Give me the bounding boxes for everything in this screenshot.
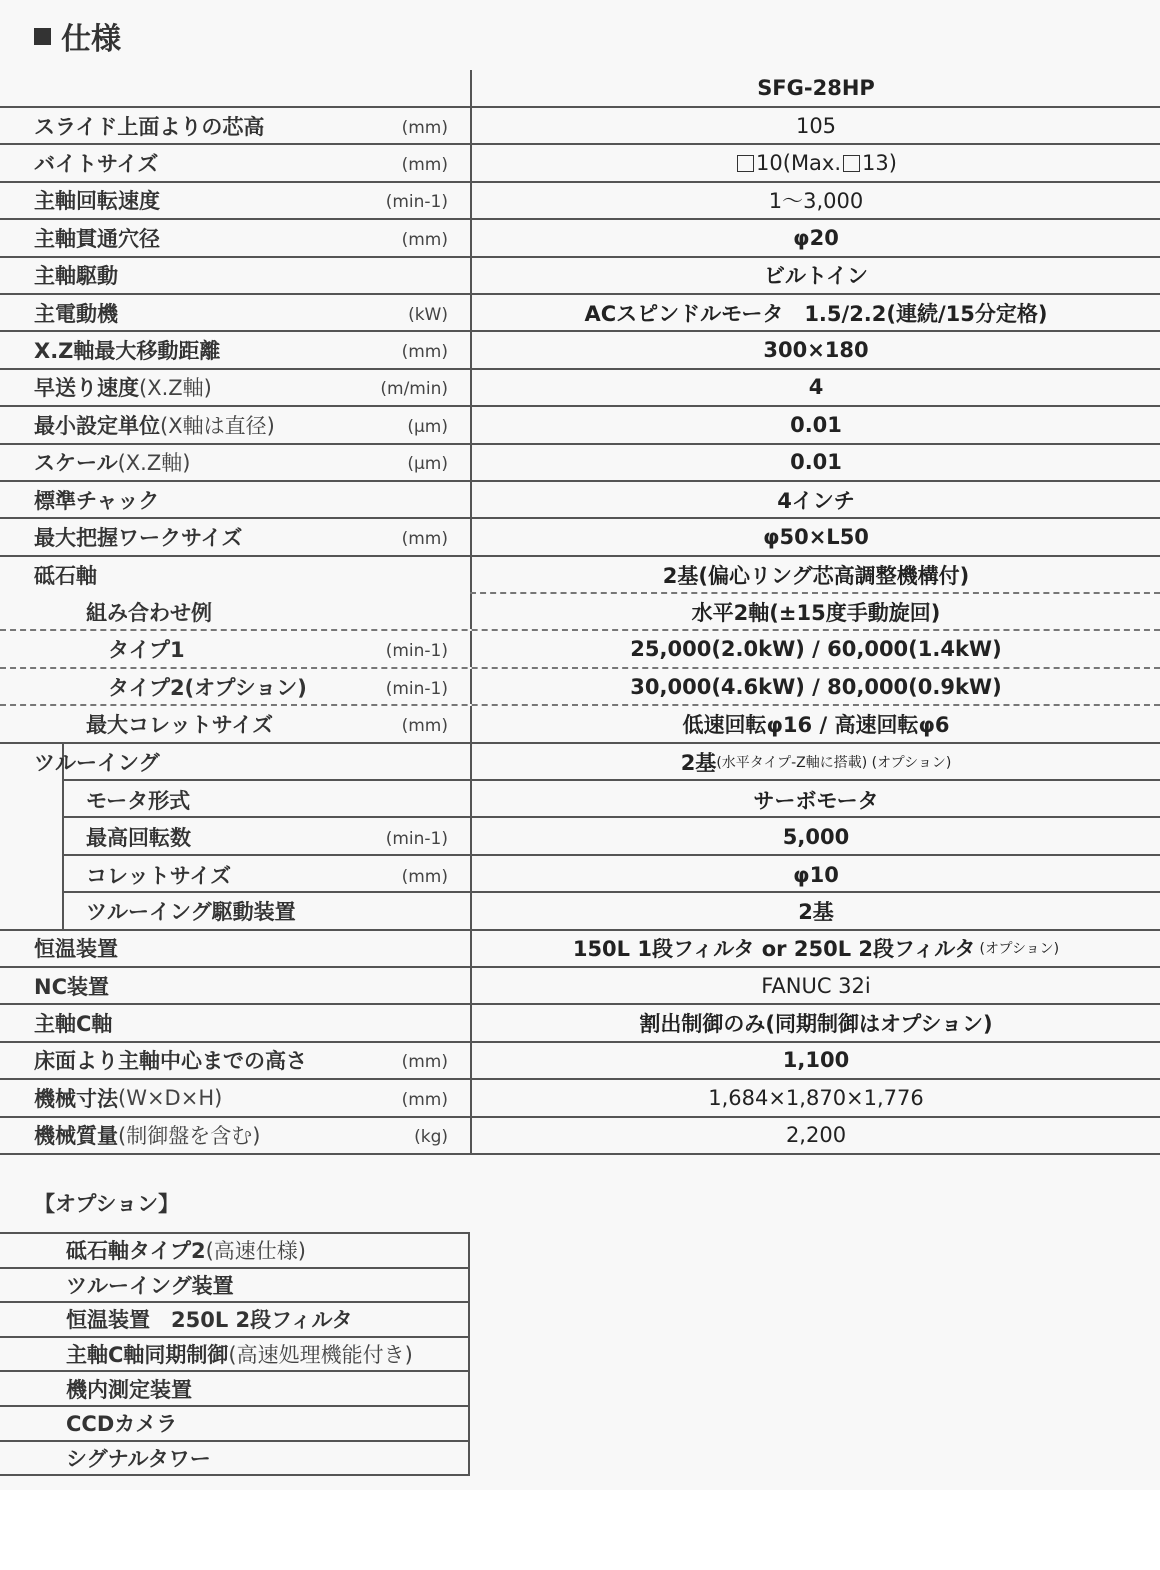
spec-value: ACスピンドルモータ 1.5/2.2(連続/15分定格) bbox=[470, 295, 1160, 330]
spec-value-part: 13) bbox=[862, 151, 897, 176]
spec-label: 最高回転数 bbox=[86, 826, 191, 851]
spec-unit: (mm) bbox=[401, 229, 448, 250]
table-row bbox=[0, 781, 1160, 818]
spec-label: 主軸駆動 bbox=[34, 264, 118, 289]
option-item bbox=[0, 1372, 468, 1407]
spec-label: X.Z軸最大移動距離 bbox=[34, 339, 221, 364]
spec-value: φ50×L50 bbox=[470, 519, 1160, 554]
spec-label-main: 最小設定単位 bbox=[34, 413, 160, 438]
spec-value: FANUC 32i bbox=[470, 968, 1160, 1003]
spec-value: 割出制御のみ(同期制御はオプション) bbox=[470, 1005, 1160, 1040]
spec-label-paren: (W×D×H) bbox=[118, 1085, 223, 1110]
table-row bbox=[0, 482, 1160, 519]
table-row bbox=[0, 220, 1160, 257]
spec-value: ビルトイン bbox=[470, 258, 1160, 293]
spec-label: モータ形式 bbox=[86, 788, 191, 813]
option-item bbox=[0, 1234, 468, 1269]
table-row bbox=[0, 968, 1160, 1005]
spec-label: 砥石軸 bbox=[34, 564, 97, 589]
spec-value: 低速回転φ16 / 高速回転φ6 bbox=[470, 706, 1160, 741]
spec-value: サーボモータ bbox=[470, 781, 1160, 818]
spec-value: 4インチ bbox=[470, 482, 1160, 517]
spec-label: NC装置 bbox=[34, 974, 109, 999]
table-row bbox=[0, 370, 1160, 407]
spec-label: 標準チャック bbox=[34, 488, 160, 513]
spec-value: 2,200 bbox=[470, 1118, 1160, 1153]
spec-value-part: (Max. bbox=[782, 151, 842, 176]
table-row bbox=[0, 631, 1160, 668]
spec-label-paren: (X.Z軸) bbox=[117, 451, 191, 476]
spec-label bbox=[34, 445, 190, 480]
spec-label: バイトサイズ bbox=[34, 152, 159, 177]
spec-label bbox=[34, 407, 275, 442]
spec-unit: (mm) bbox=[401, 1052, 448, 1073]
table-row bbox=[0, 893, 1160, 930]
spec-unit: (mm) bbox=[401, 342, 448, 363]
spec-value bbox=[470, 145, 1160, 180]
spec-label: タイプ2(オプション) bbox=[108, 675, 307, 700]
spec-label-paren: (制御盤を含む) bbox=[118, 1124, 261, 1149]
spec-label: 主軸貫通穴径 bbox=[34, 226, 160, 251]
spec-label: 床面より主軸中心までの高さ bbox=[34, 1049, 307, 1074]
spec-unit: (μm) bbox=[407, 454, 448, 475]
spec-unit: (mm) bbox=[401, 715, 448, 736]
page-title bbox=[34, 14, 121, 58]
table-row bbox=[0, 931, 1160, 968]
table-row bbox=[0, 295, 1160, 332]
spec-label: ツルーイング bbox=[34, 751, 160, 776]
table-header-row bbox=[0, 70, 1160, 108]
table-row bbox=[0, 407, 1160, 444]
table-row bbox=[0, 669, 1160, 706]
table-row bbox=[0, 258, 1160, 295]
spec-value: φ20 bbox=[470, 220, 1160, 255]
spec-value: 5,000 bbox=[470, 818, 1160, 855]
square-icon bbox=[843, 155, 860, 172]
spec-unit: (kg) bbox=[414, 1127, 448, 1148]
spec-label-main: 早送り速度 bbox=[34, 376, 139, 401]
spec-value: 4 bbox=[470, 370, 1160, 405]
table-row bbox=[0, 1080, 1160, 1117]
spec-unit: (min-1) bbox=[385, 641, 448, 662]
table-row bbox=[0, 744, 1160, 781]
table-row bbox=[0, 706, 1160, 743]
option-item bbox=[0, 1303, 468, 1338]
spec-label: コレットサイズ bbox=[86, 863, 232, 888]
option-label: 砥石軸タイプ2 bbox=[66, 1239, 206, 1264]
spec-value: 水平2軸(±15度手動旋回) bbox=[470, 594, 1160, 629]
table-row bbox=[0, 1005, 1160, 1042]
spec-label: タイプ1 bbox=[108, 638, 185, 663]
spec-value: 30,000(4.6kW) / 80,000(0.9kW) bbox=[470, 669, 1160, 704]
option-label: 恒温装置 250L 2段フィルタ bbox=[66, 1308, 353, 1333]
options-table bbox=[0, 1232, 470, 1476]
option-label-paren: (高速仕様) bbox=[205, 1239, 306, 1264]
table-row bbox=[0, 594, 1160, 631]
table-row bbox=[0, 145, 1160, 182]
spec-label: 主軸回転速度 bbox=[34, 189, 160, 214]
square-bullet-icon bbox=[34, 28, 51, 45]
spec-unit: (μm) bbox=[407, 416, 448, 437]
option-label: 主軸C軸同期制御 bbox=[66, 1343, 229, 1368]
spec-label: スライド上面よりの芯高 bbox=[34, 114, 265, 139]
options-title: 【オプション】 bbox=[34, 1192, 180, 1216]
spec-value: 25,000(2.0kW) / 60,000(1.4kW) bbox=[470, 631, 1160, 666]
spec-value: 0.01 bbox=[470, 407, 1160, 442]
table-row bbox=[0, 1118, 1160, 1155]
page-title-text: 仕様 bbox=[61, 22, 121, 57]
spec-unit: (kW) bbox=[408, 304, 448, 325]
option-label: CCDカメラ bbox=[66, 1412, 178, 1437]
spec-value-note: (オプション) bbox=[979, 941, 1060, 958]
spec-unit: (mm) bbox=[401, 1089, 448, 1110]
option-label: 機内測定装置 bbox=[66, 1377, 192, 1402]
option-item bbox=[0, 1269, 468, 1304]
spec-value bbox=[470, 744, 1160, 781]
spec-label bbox=[34, 1080, 222, 1115]
spec-label bbox=[34, 1118, 260, 1153]
spec-value: 1〜3,000 bbox=[470, 183, 1160, 218]
spec-unit: (min-1) bbox=[385, 192, 448, 213]
spec-value: 2基(偏心リング芯高調整機構付) bbox=[470, 557, 1160, 594]
spec-unit: (mm) bbox=[401, 117, 448, 138]
spec-label: 主電動機 bbox=[34, 301, 118, 326]
spec-value-main: 2基 bbox=[680, 751, 717, 776]
spec-value-part: 10 bbox=[756, 151, 783, 176]
option-label-paren: (高速処理機能付き) bbox=[228, 1343, 413, 1368]
spec-unit: (m/min) bbox=[380, 379, 448, 400]
option-item bbox=[0, 1338, 468, 1373]
table-row bbox=[0, 445, 1160, 482]
table-row bbox=[0, 818, 1160, 855]
spec-value bbox=[470, 931, 1160, 966]
spec-label-paren: (X.Z軸) bbox=[139, 376, 212, 401]
spec-label-main: スケール bbox=[34, 451, 118, 476]
spec-label: ツルーイング駆動装置 bbox=[86, 899, 296, 924]
spec-label bbox=[34, 370, 212, 405]
spec-label-paren: (X軸は直径) bbox=[160, 413, 275, 438]
spec-label-main: 機械質量 bbox=[34, 1124, 118, 1149]
spec-value-main: 150L 1段フィルタ or 250L 2段フィルタ bbox=[572, 937, 976, 962]
table-row bbox=[0, 856, 1160, 893]
spec-unit: (mm) bbox=[401, 155, 448, 176]
spec-value: 300×180 bbox=[470, 332, 1160, 367]
table-row bbox=[0, 332, 1160, 369]
spec-label-main: 機械寸法 bbox=[34, 1086, 118, 1111]
model-name: SFG-28HP bbox=[470, 70, 1160, 106]
spec-unit: (min-1) bbox=[385, 829, 448, 850]
spec-unit: (mm) bbox=[401, 528, 448, 549]
spec-value: φ10 bbox=[470, 856, 1160, 893]
table-row bbox=[0, 183, 1160, 220]
option-item bbox=[0, 1442, 468, 1477]
spec-label: 組み合わせ例 bbox=[86, 600, 212, 625]
spec-unit: (min-1) bbox=[385, 678, 448, 699]
spec-value: 0.01 bbox=[470, 445, 1160, 480]
option-item bbox=[0, 1407, 468, 1442]
spec-table bbox=[0, 70, 1160, 1155]
spec-value-note: (水平タイプ-Z軸に搭載) (オプション) bbox=[716, 755, 952, 772]
table-row bbox=[0, 108, 1160, 145]
spec-label: 最大把握ワークサイズ bbox=[34, 525, 243, 550]
spec-label: 恒温装置 bbox=[34, 937, 118, 962]
spec-value: 1,684×1,870×1,776 bbox=[470, 1080, 1160, 1115]
square-icon bbox=[737, 155, 754, 172]
table-row bbox=[0, 1043, 1160, 1080]
table-row bbox=[0, 519, 1160, 556]
option-label: ツルーイング装置 bbox=[66, 1273, 234, 1298]
option-label: シグナルタワー bbox=[66, 1446, 211, 1471]
spec-label: 主軸C軸 bbox=[34, 1012, 113, 1037]
spec-value: 1,100 bbox=[470, 1043, 1160, 1078]
spec-unit: (mm) bbox=[401, 866, 448, 887]
spec-value: 105 bbox=[470, 108, 1160, 143]
spec-label: 最大コレットサイズ bbox=[86, 712, 274, 737]
spec-value: 2基 bbox=[470, 893, 1160, 928]
table-row bbox=[0, 557, 1160, 594]
